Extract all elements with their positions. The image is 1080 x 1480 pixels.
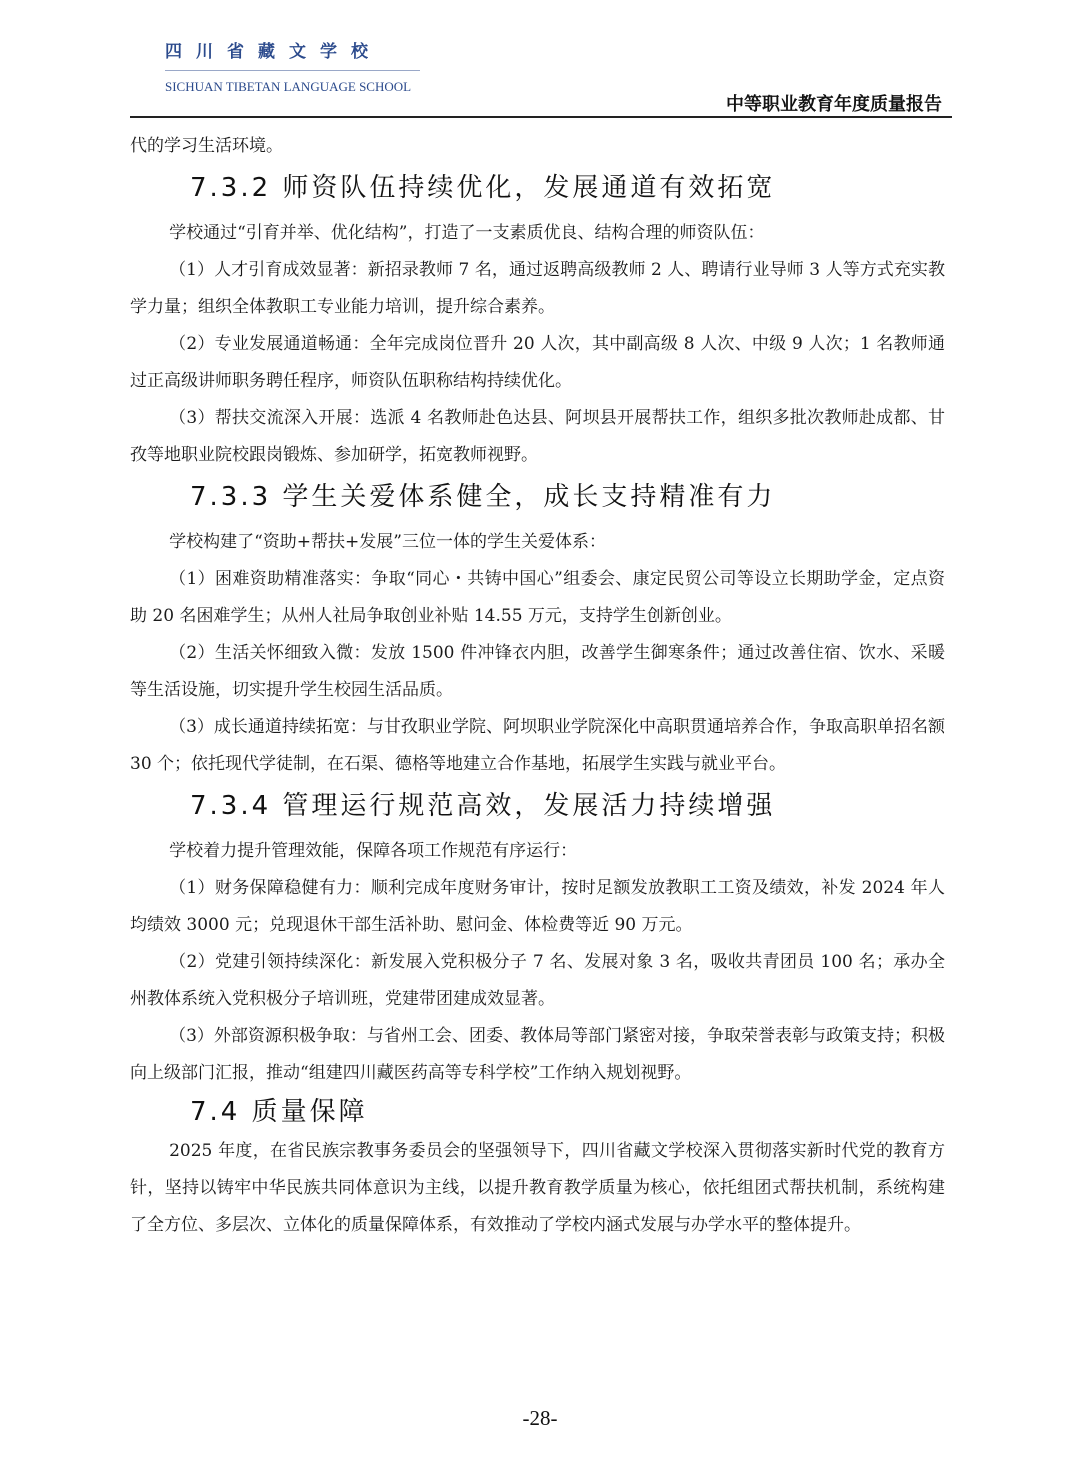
section-heading: 7.3.4 管理运行规范高效，发展活力持续增强 bbox=[190, 791, 776, 821]
section-paragraph: 学校通过“引育并举、优化结构”，打造了一支素质优良、结构合理的师资队伍： bbox=[169, 223, 765, 243]
section-paragraph: （3）外部资源积极争取：与省州工会、团委、教体局等部门紧密对接，争取荣誉表彰与政策支持；积极向上级部门汇报，推动“组建四川藏医药高等专科学校”工作纳入规划视野。 bbox=[130, 1026, 945, 1083]
report-title: 中等职业教育年度质量报告 bbox=[726, 94, 942, 115]
section-paragraph: 学校着力提升管理效能，保障各项工作规范有序运行： bbox=[169, 841, 578, 861]
section-paragraph: 学校构建了“资助+帮扶+发展”三位一体的学生关爱体系： bbox=[169, 532, 606, 552]
document-body bbox=[130, 128, 945, 1244]
section-paragraph: （2）生活关怀细致入微：发放 1500 件冲锋衣内胆，改善学生御寒条件；通过改善住宿、饮水、采暖等生活设施，切实提升学生校园生活品质。 bbox=[130, 643, 945, 700]
school-name-cn: 四川省藏文学校 bbox=[165, 42, 382, 62]
section-paragraph: （2）党建引领持续深化：新发展入党积极分子 7 名、发展对象 3 名，吸收共青团员 100 名；承办全州教体系统入党积极分子培训班，党建带团建成效显著。 bbox=[130, 952, 945, 1009]
section-heading: 7.4 质量保障 bbox=[190, 1097, 368, 1127]
section-paragraph: （1）财务保障稳健有力：顺利完成年度财务审计，按时足额发放教职工工资及绩效，补发 2024 年人均绩效 3000 元；兑现退休干部生活补助、慰问金、体检费等近 90 万元。 bbox=[130, 878, 945, 935]
section-paragraph: （3）帮扶交流深入开展：选派 4 名教师赴色达县、阿坝县开展帮扶工作，组织多批次教师赴成都、甘孜等地职业院校跟岗锻炼、参加研学，拓宽教师视野。 bbox=[130, 408, 945, 465]
section-heading: 7.3.2 师资队伍持续优化，发展通道有效拓宽 bbox=[190, 173, 776, 203]
lead-text: 代的学习生活环境。 bbox=[130, 136, 283, 156]
page-number: -28- bbox=[522, 1406, 558, 1430]
section-paragraph: （1）困难资助精准落实：争取“同心・共铸中国心”组委会、康定民贸公司等设立长期助学金，定点资助 20 名困难学生；从州人社局争取创业补贴 14.55 万元，支持学生创新创业。 bbox=[130, 569, 945, 626]
header-logo-divider bbox=[165, 70, 420, 71]
school-name-en: SICHUAN TIBETAN LANGUAGE SCHOOL bbox=[165, 79, 412, 94]
section-paragraph: 2025 年度，在省民族宗教事务委员会的坚强领导下，四川省藏文学校深入贯彻落实新时代党的教育方针，坚持以铸牢中华民族共同体意识为主线，以提升教育教学质量为核心，依托组团式帮扶机制，系统构建了全方位、多层次、立体化的质量保障体系，有效推动了学校内涵式发展与办学水平的整体提升。 bbox=[130, 1141, 945, 1235]
section-paragraph: （3）成长通道持续拓宽：与甘孜职业学院、阿坝职业学院深化中高职贯通培养合作，争取高职单招名额 30 个；依托现代学徒制，在石渠、德格等地建立合作基地，拓展学生实践与就业平台。 bbox=[130, 717, 945, 774]
header-rule bbox=[130, 116, 952, 118]
page-header bbox=[0, 0, 1080, 120]
section-paragraph: （2）专业发展通道畅通：全年完成岗位晋升 20 人次，其中副高级 8 人次、中级 9 人次；1 名教师通过正高级讲师职务聘任程序，师资队伍职称结构持续优化。 bbox=[130, 334, 945, 391]
section-heading: 7.3.3 学生关爱体系健全，成长支持精准有力 bbox=[190, 482, 776, 512]
section-paragraph: （1）人才引育成效显著：新招录教师 7 名，通过返聘高级教师 2 人、聘请行业导师 3 人等方式充实教学力量；组织全体教职工专业能力培训，提升综合素养。 bbox=[130, 260, 945, 317]
